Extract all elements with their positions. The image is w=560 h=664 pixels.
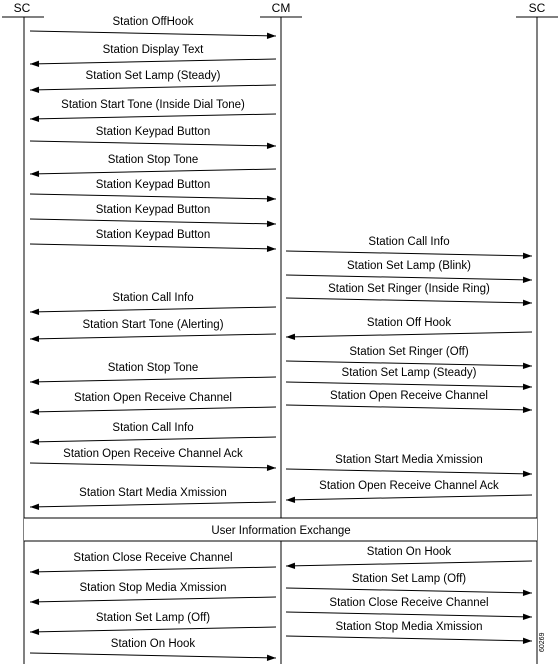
left-message-arrowhead — [30, 336, 39, 342]
left-message — [30, 582, 276, 605]
right-message-arrow — [286, 275, 532, 280]
left-message-label: Station Display Text — [102, 44, 204, 56]
left-message-label: Station Call Info — [112, 422, 194, 434]
right-message — [286, 480, 532, 503]
left-message-arrowhead — [30, 171, 39, 177]
right-message-label: Station On Hook — [366, 546, 452, 558]
right-message-arrow — [286, 361, 532, 366]
left-message — [30, 638, 276, 661]
left-message — [30, 204, 276, 227]
left-message-arrowhead — [30, 379, 39, 385]
left-message-arrow — [30, 244, 276, 249]
left-message — [30, 44, 276, 67]
right-message — [286, 454, 532, 477]
left-message-label: Station Start Tone (Alerting) — [82, 319, 224, 331]
right-message-label: Station Set Lamp (Blink) — [346, 260, 472, 272]
right-message — [286, 260, 532, 283]
right-message-label: Station Set Lamp (Off) — [351, 573, 467, 585]
left-message-arrowhead — [267, 196, 276, 202]
right-message-arrow — [286, 251, 532, 256]
left-message-arrowhead — [267, 221, 276, 227]
right-message-arrowhead — [523, 300, 532, 306]
left-message-arrowhead — [30, 61, 39, 67]
left-message-label: Station Open Receive Channel — [74, 392, 232, 404]
figure-id: 60269 — [539, 632, 546, 652]
right-message-label: Station Set Lamp (Steady) — [341, 367, 477, 379]
left-message-arrowhead — [30, 439, 39, 445]
left-message-label: Station Keypad Button — [95, 229, 211, 241]
left-message-arrow — [30, 141, 276, 146]
left-message — [30, 99, 276, 122]
left-message-arrowhead — [267, 246, 276, 252]
right-message-arrowhead — [523, 277, 532, 283]
left-message-label: Station On Hook — [110, 638, 196, 650]
right-message — [286, 283, 532, 306]
left-message-label: Station Start Media Xmission — [79, 487, 227, 499]
right-message — [286, 236, 532, 259]
right-message-label: Station Off Hook — [366, 317, 452, 329]
right-message-arrow — [286, 612, 532, 617]
left-message — [30, 612, 276, 635]
left-message-arrow — [30, 85, 276, 90]
right-message-arrowhead — [523, 407, 532, 413]
left-message-arrowhead — [267, 655, 276, 661]
left-message — [30, 229, 276, 252]
left-message — [30, 362, 276, 385]
right-message-arrow — [286, 495, 532, 500]
right-message-group — [286, 236, 532, 644]
left-message-label: Station Open Receive Channel Ack — [63, 448, 243, 460]
right-message-arrowhead — [286, 497, 295, 503]
right-message-arrowhead — [523, 590, 532, 596]
left-message — [30, 179, 276, 202]
left-message-arrowhead — [30, 116, 39, 122]
left-message — [30, 422, 276, 445]
left-message — [30, 292, 276, 315]
section-label: User Information Exchange — [211, 525, 351, 537]
right-message-arrow — [286, 561, 532, 566]
right-message-arrowhead — [286, 334, 295, 340]
right-message-arrowhead — [286, 563, 295, 569]
left-message-arrowhead — [30, 599, 39, 605]
left-message — [30, 552, 276, 575]
left-message-arrow — [30, 437, 276, 442]
left-message-arrow — [30, 377, 276, 382]
right-message-label: Station Open Receive Channel Ack — [319, 480, 499, 492]
right-message-label: Station Call Info — [368, 236, 450, 248]
left-message — [30, 126, 276, 149]
header-right-sc: SC — [528, 1, 546, 15]
right-message — [286, 621, 532, 644]
right-message — [286, 317, 532, 340]
left-message-arrow — [30, 114, 276, 119]
left-message-arrow — [30, 219, 276, 224]
left-message — [30, 16, 276, 39]
right-message — [286, 367, 532, 390]
left-message-label: Station Close Receive Channel — [73, 552, 233, 564]
right-message-arrowhead — [523, 471, 532, 477]
left-message-label: Station Keypad Button — [95, 179, 211, 191]
right-message-arrowhead — [523, 363, 532, 369]
left-message-arrow — [30, 407, 276, 412]
right-message-label: Station Open Receive Channel — [330, 390, 488, 402]
left-message-label: Station Keypad Button — [95, 126, 211, 138]
left-message — [30, 448, 276, 471]
right-message-arrow — [286, 469, 532, 474]
left-message-label: Station Keypad Button — [95, 204, 211, 216]
left-message — [30, 392, 276, 415]
left-message-label: Station Stop Media Xmission — [79, 582, 227, 594]
left-message-arrow — [30, 307, 276, 312]
right-message — [286, 573, 532, 596]
left-message-arrowhead — [267, 465, 276, 471]
left-message-arrow — [30, 597, 276, 602]
left-message-arrow — [30, 463, 276, 468]
left-message-label: Station Call Info — [112, 292, 194, 304]
right-message-arrowhead — [523, 384, 532, 390]
left-message-label: Station Stop Tone — [107, 362, 199, 374]
left-message — [30, 487, 276, 510]
left-message — [30, 70, 276, 93]
left-message-label: Station Stop Tone — [107, 154, 199, 166]
left-message-label: Station OffHook — [112, 16, 194, 28]
left-message-arrowhead — [30, 569, 39, 575]
right-message — [286, 546, 532, 569]
left-message-arrow — [30, 59, 276, 64]
left-message-label: Station Set Lamp (Steady) — [85, 70, 221, 82]
right-message — [286, 390, 532, 413]
right-message-arrow — [286, 298, 532, 303]
left-message-arrowhead — [30, 87, 39, 93]
right-message — [286, 597, 532, 620]
right-message-label: Station Close Receive Channel — [329, 597, 489, 609]
left-message-arrowhead — [30, 409, 39, 415]
left-message-arrow — [30, 627, 276, 632]
left-message — [30, 319, 276, 342]
header-left-sc: SC — [13, 1, 31, 15]
left-message-arrow — [30, 502, 276, 507]
left-message-label: Station Set Lamp (Off) — [95, 612, 211, 624]
right-message-arrow — [286, 382, 532, 387]
right-message-arrow — [286, 405, 532, 410]
right-message-label: Station Set Ringer (Inside Ring) — [328, 283, 490, 295]
right-message-arrow — [286, 332, 532, 337]
right-message-label: Station Stop Media Xmission — [335, 621, 483, 633]
left-message-arrowhead — [267, 143, 276, 149]
right-message — [286, 346, 532, 369]
right-message-arrowhead — [523, 614, 532, 620]
header-middle-cm: CM — [271, 1, 291, 15]
left-message — [30, 154, 276, 177]
left-message-label: Station Start Tone (Inside Dial Tone) — [61, 99, 245, 111]
right-message-label: Station Start Media Xmission — [335, 454, 483, 466]
left-message-arrow — [30, 334, 276, 339]
left-message-arrow — [30, 567, 276, 572]
left-message-arrow — [30, 169, 276, 174]
left-message-arrow — [30, 31, 276, 36]
right-message-arrowhead — [523, 638, 532, 644]
left-message-arrowhead — [30, 504, 39, 510]
right-message-arrow — [286, 588, 532, 593]
left-message-group — [30, 16, 276, 661]
right-message-arrow — [286, 636, 532, 641]
right-message-label: Station Set Ringer (Off) — [349, 346, 469, 358]
left-message-arrow — [30, 194, 276, 199]
left-message-arrowhead — [30, 309, 39, 315]
left-message-arrow — [30, 653, 276, 658]
left-message-arrowhead — [267, 33, 276, 39]
left-message-arrowhead — [30, 629, 39, 635]
right-message-arrowhead — [523, 253, 532, 259]
